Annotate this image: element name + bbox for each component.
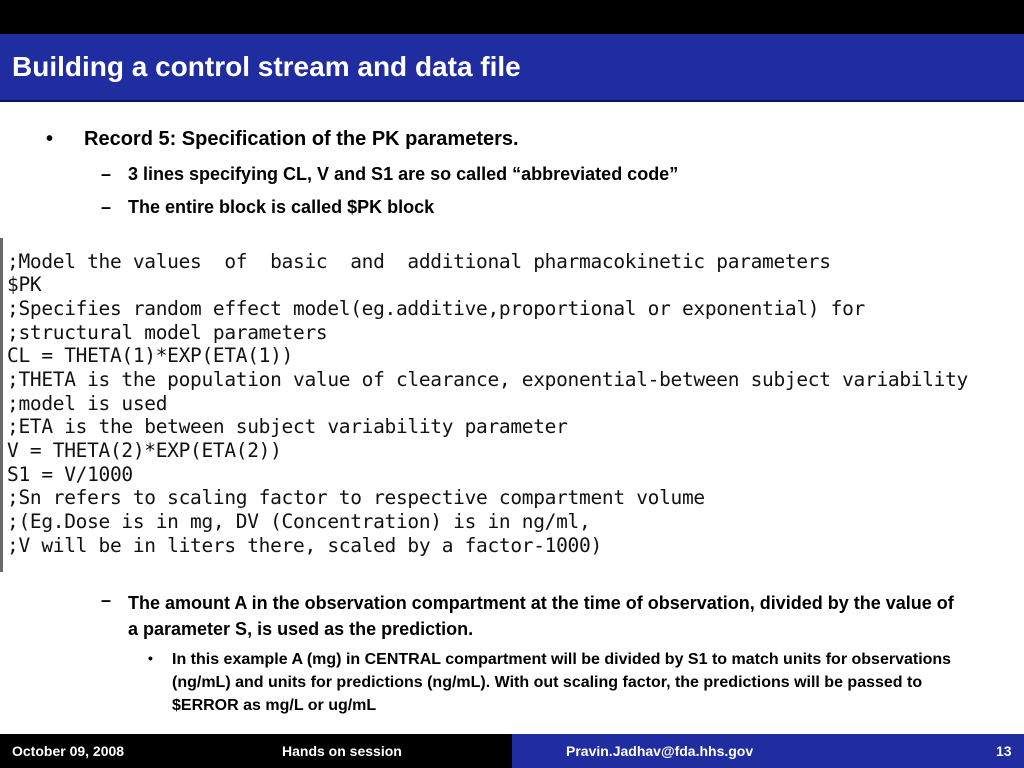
code-line: ;Model the values of basic and additional pharmacokinetic parameters — [7, 250, 831, 273]
sub-bullet-1: 3 lines specifying CL, V and S1 are so called “abbreviated code” — [128, 164, 679, 184]
prediction-paragraph: The amount A in the observation compartment at the time of observation, divided by the value of a parameter S, is used as the prediction. — [128, 593, 954, 639]
code-line: ;structural model parameters — [7, 321, 328, 344]
code-line: ;Sn refers to scaling factor to respective compartment volume — [7, 486, 705, 509]
code-line: CL = THETA(1)*EXP(ETA(1)) — [7, 344, 294, 367]
code-line: S1 = V/1000 — [7, 463, 133, 486]
code-line: V = THETA(2)*EXP(ETA(2)) — [7, 439, 282, 462]
scaling-paragraph: In this example A (mg) in CENTRAL compartment will be divided by S1 to match units for observations (ng/mL) and units for predictions (ng/mL). With out scaling factor, the predictions will be passed to $ERROR as mg/L or ug/mL — [172, 651, 952, 714]
code-line: ;ETA is the between subject variability parameter — [7, 415, 568, 438]
footer-date: October 09, 2008 — [12, 743, 125, 759]
footer-email: Pravin.Jadhav@fda.hhs.gov — [566, 743, 754, 759]
bullet-main: Record 5: Specification of the PK parameters. — [84, 128, 519, 150]
code-line: ;V will be in liters there, scaled by a factor-1000) — [7, 534, 602, 557]
code-line: ;THETA is the population value of clearance, exponential-between subject variability — [7, 368, 968, 391]
code-line: $PK — [7, 273, 42, 296]
code-line: ;(Eg.Dose is in mg, DV (Concentration) is in ng/ml, — [7, 510, 591, 533]
footer-session: Hands on session — [282, 743, 402, 759]
bullet-marker: • — [46, 128, 54, 150]
bullet-marker: • — [148, 650, 153, 666]
code-line: ;Specifies random effect model(eg.additive,proportional or exponential) for — [7, 297, 866, 320]
slide-title: Building a control stream and data file — [12, 51, 521, 82]
footer-page-number: 13 — [996, 743, 1012, 759]
code-block — [0, 238, 1024, 572]
sub-bullet-2: The entire block is called $PK block — [128, 197, 435, 217]
dash-marker: – — [101, 590, 112, 610]
dash-marker: – — [101, 197, 112, 217]
dash-marker: – — [101, 164, 112, 184]
code-line: ;model is used — [7, 392, 168, 415]
